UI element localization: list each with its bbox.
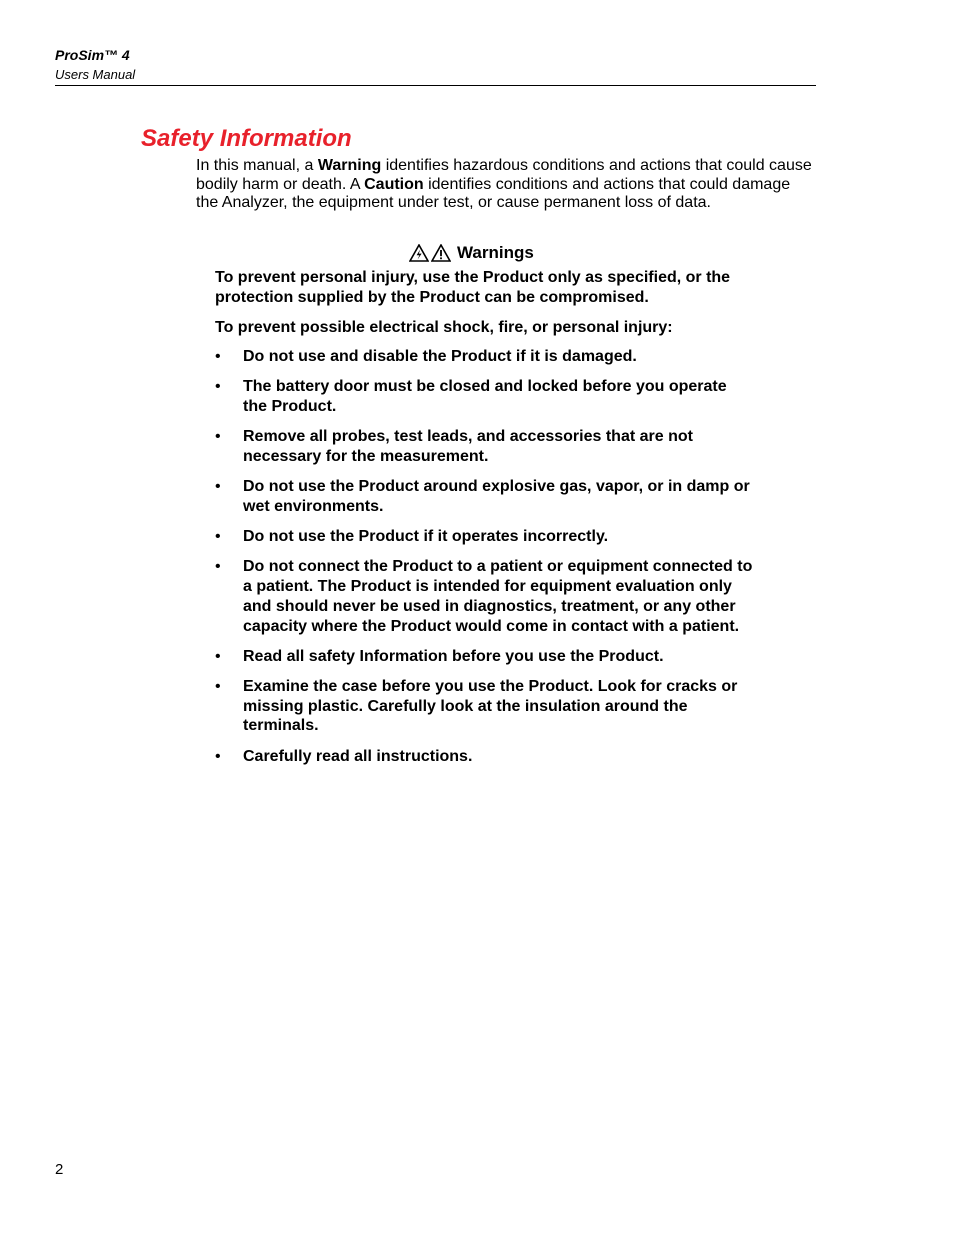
list-item: • Carefully read all instructions.	[215, 747, 755, 767]
intro-caution-term: Caution	[364, 175, 424, 193]
warnings-body	[215, 268, 755, 777]
warning-icons	[409, 244, 451, 262]
list-item: • Do not connect the Product to a patient or equipment connected to a patient. The Product is intended for equipment evaluation only and should never be used in diagnostics, treatment, or any other capacity where the Product would come in contact with a patient.	[215, 557, 755, 636]
list-item: • Read all safety Information before you use the Product.	[215, 647, 755, 667]
header-divider	[55, 85, 816, 86]
list-item: • Remove all probes, test leads, and accessories that are not necessary for the measurement.	[215, 427, 755, 467]
header-title: ProSim™ 4	[55, 47, 130, 63]
electric-shock-warning-icon	[409, 244, 429, 262]
list-item: • Do not use and disable the Product if it is damaged.	[215, 347, 755, 367]
intro-warning-term: Warning	[317, 157, 382, 174]
list-item: • The battery door must be closed and locked before you operate the Product.	[215, 377, 755, 417]
list-item: • Do not use the Product around explosive gas, vapor, or in damp or wet environments.	[215, 477, 755, 517]
caution-warning-icon	[431, 244, 451, 262]
intro-text-3: identifies conditions and actions that could damage the Analyzer, the equipment under test, or cause permanent loss of data.	[196, 175, 791, 212]
list-item: • Examine the case before you use the Product. Look for cracks or missing plastic. Carefully look at the insulation around the terminals.	[215, 677, 755, 736]
warnings-heading	[409, 242, 534, 264]
section-title: Safety Information	[141, 125, 352, 152]
warnings-list	[215, 347, 755, 766]
intro-text-1: In this manual, a	[196, 157, 318, 174]
list-item: • Do not use the Product if it operates incorrectly.	[215, 527, 755, 547]
warnings-paragraph-2: To prevent possible electrical shock, fire, or personal injury:	[215, 318, 673, 336]
warnings-heading-label: Warnings	[457, 243, 534, 262]
header-subtitle: Users Manual	[55, 67, 136, 82]
intro-paragraph	[196, 157, 816, 213]
intro-text-2: identifies hazardous conditions and actions that could cause bodily harm or death. A	[196, 157, 812, 193]
page-number: 2	[55, 1161, 64, 1178]
warnings-paragraph-1: To prevent personal injury, use the Product only as specified, or the protection supplied by the Product can be compromised.	[215, 269, 731, 306]
